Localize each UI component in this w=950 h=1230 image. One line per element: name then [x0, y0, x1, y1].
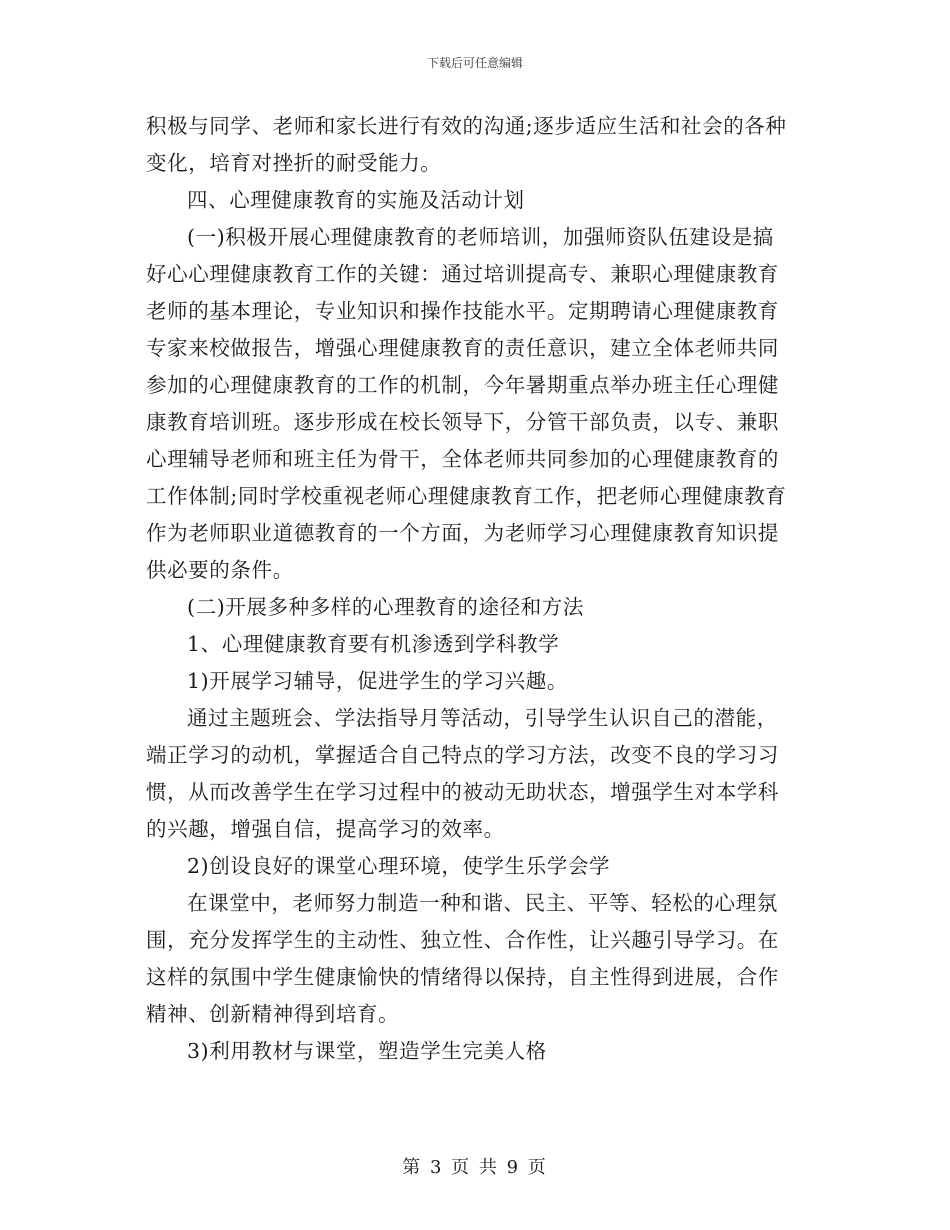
section-heading: 四、心理健康教育的实施及活动计划 — [187, 188, 525, 212]
paragraph-line: 变化，培育对挫折的耐受能力。 — [146, 151, 442, 175]
paragraph-line: 作为老师职业道德教育的一个方面，为老师学习心理健康教育知识提 — [146, 521, 779, 545]
paragraph-line: 通过主题班会、学法指导月等活动，引导学生认识自己的潜能， — [187, 706, 778, 730]
subsection-heading: 1、心理健康教育要有机渗透到学科教学 — [187, 632, 560, 656]
page-number: 第 3 页 共 9 页 — [402, 1157, 548, 1178]
paragraph-line: 的兴趣，增强自信，提高学习的效率。 — [146, 817, 505, 841]
subsection-heading: 1)开展学习辅导，促进学生的学习兴趣。 — [187, 669, 568, 693]
subsection-heading: 3)利用教材与课堂，塑造学生完美人格 — [187, 1039, 547, 1063]
paragraph-line: 心理辅导老师和班主任为骨干，全体老师共同参加的心理健康教育的 — [146, 447, 779, 471]
paragraph-line: 端正学习的动机，掌握适合自己特点的学习方法，改变不良的学习习 — [146, 743, 779, 767]
subsection-heading: 2)创设良好的课堂心理环境，使学生乐学会学 — [187, 854, 611, 878]
paragraph-line: 供必要的条件。 — [146, 558, 294, 582]
paragraph-line: 康教育培训班。逐步形成在校长领导下，分管干部负责，以专、兼职 — [146, 410, 779, 434]
paragraph-line: 围，充分发挥学生的主动性、独立性、合作性，让兴趣引导学习。在 — [146, 928, 779, 952]
paragraph-line: 精神、创新精神得到培育。 — [146, 1002, 400, 1026]
paragraph-line: 好心心理健康教育工作的关键：通过培训提高专、兼职心理健康教育 — [146, 262, 779, 286]
paragraph-line: 参加的心理健康教育的工作的机制，今年暑期重点举办班主任心理健 — [146, 373, 779, 397]
paragraph-line: 积极与同学、老师和家长进行有效的沟通;逐步适应生活和社会的各种 — [146, 114, 787, 138]
paragraph-line: 在课堂中，老师努力制造一种和谐、民主、平等、轻松的心理氛 — [187, 891, 778, 915]
paragraph-line: 专家来校做报告，增强心理健康教育的责任意识，建立全体老师共同 — [146, 336, 779, 360]
paragraph-line: 工作体制;同时学校重视老师心理健康教育工作，把老师心理健康教育 — [146, 484, 787, 508]
page-header: 下载后可任意编辑 — [426, 56, 523, 70]
paragraph-line: 这样的氛围中学生健康愉快的情绪得以保持，自主性得到进展，合作 — [146, 965, 779, 989]
document-body — [146, 108, 806, 1070]
paragraph-line: 老师的基本理论，专业知识和操作技能水平。定期聘请心理健康教育 — [146, 299, 779, 323]
paragraph-line: (一)积极开展心理健康教育的老师培训，加强师资队伍建设是搞 — [187, 225, 774, 249]
subsection-heading: (二)开展多种多样的心理教育的途径和方法 — [187, 595, 584, 619]
paragraph-line: 惯，从而改善学生在学习过程中的被动无助状态，增强学生对本学科 — [146, 780, 779, 804]
